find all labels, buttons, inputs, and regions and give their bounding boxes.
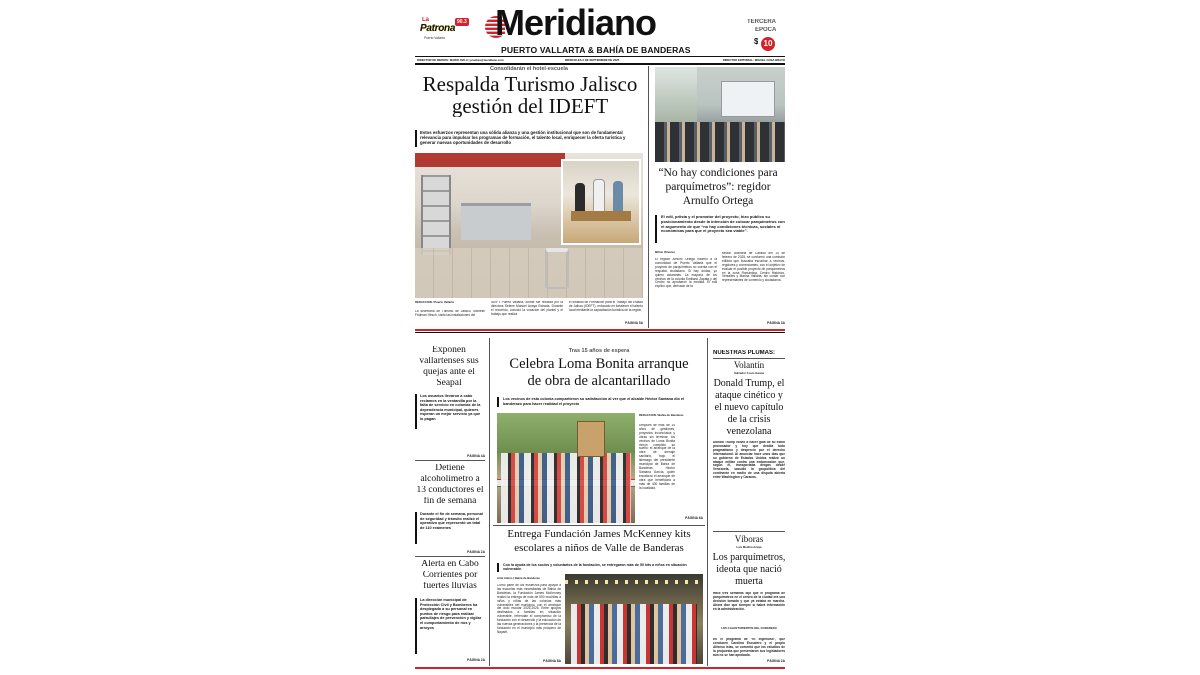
opinion-col2-subhead: LOS CALENTURIENTOS DEL CONGRESO [721,627,777,630]
lead-inset-person-1 [575,183,585,213]
opinion-col2-body-2: En el programa de “El Ingenioso”, que conducen Carolina Escudero y el propio Alfonso Islas, se comentó que los estudios de la propuesta que presentaron sus legisladores aún no se han aprobado. [713,638,785,657]
cabo-headline-1: Alerta en Cabo [421,560,479,569]
cabo-lede: La dirección municipal de Protección Civil y Bomberos ha desplegado a su personal en puntos de riesgo para realizar patrullajes de prevención y vigilar el comportamiento de ríos y arroyos [420,598,482,630]
lead-col-2: IDEFT Puerto Vallarta, donde fue recibida por la directora Selene Manuel Anaya Estrada. Durante el recorrido, conoció la vocación del plantel y el trabajo que realiza [491,301,563,316]
mckenney-lede-bar [497,563,499,572]
masthead-subtitle: PUERTO VALLARTA & BAHÍA DE BANDERAS [501,45,691,55]
vertical-rule-left [489,338,490,666]
lead-photo-shelves [421,175,451,255]
left-brief-rule-2 [415,556,485,557]
loma-photo [497,413,635,523]
mckenney-headline-2: escolares a niños de Valle de Banderas [514,543,684,554]
masthead-rule-bottom [415,63,785,65]
opinion-rule-1 [713,358,785,359]
loma-headline-1: Celebra Loma Bonita arranque [509,357,689,372]
opinion-section-title: NUESTRAS PLUMAS: [713,350,776,356]
parking-headline-3: Arnulfo Ortega [682,196,754,207]
parking-col-1: El regidor Arnulfo Ortega informó a la comunidad de Puerto Vallarta que el proyecto de parquímetros no cuenta con el respaldo ciudadano. Si hay dudas, yo quiero aclararlas. La mayoría de los vecinos de la colonia Emiliano Zapata y del Centro no aprobaron la medida. El edil explicó que, derivado de la [655,258,717,289]
alcohol-headline-3: 13 conductores el [416,486,484,495]
lead-inset-person-2 [593,179,605,213]
opinion-rule-2 [713,531,785,532]
lead-photo-wall-stripe [415,153,565,167]
lead-headline-1: Respalda Turismo Jalisco [422,74,638,96]
lead-inset-person-3 [613,181,623,211]
lead-lede-bar [415,130,417,147]
info-right: DIRECTOR EDITORIAL: MIGUEL COSA BRAVO [722,58,785,62]
loma-page-ref: PÁGINA 6A [685,516,703,520]
alcohol-headline-4: fin de semana [423,497,477,506]
seapal-headline-2: vallartenses sus [419,357,479,366]
edition-line-1: TERCERA [747,19,777,25]
lead-photo-counter [461,203,531,240]
opinion-col2-headline-1: Los parquímetros, [712,553,785,563]
meeting-photo-window [655,67,697,122]
opinion-col1-headline-1: Donald Trump, el [713,379,785,389]
loma-photo-sign [577,421,605,457]
footer-rule [415,667,785,669]
radio-logo-frequency: 90.3 [457,19,467,25]
loma-byline: REDACCIÓN / Bahía de Banderas [639,414,684,417]
loma-lede-bar [497,397,499,407]
masthead-rule-top [415,56,785,57]
lead-page-ref: PÁGINA 5A [625,321,643,325]
parking-page-ref: PÁGINA 3A [767,321,785,325]
loma-lede: Los vecinos de esta colonia compartieron su satisfacción al ver que el alcalde Héctor Santana dio el banderazo para hacer realidad el proyecto [503,397,685,406]
left-brief-rule-1 [415,460,485,461]
opinion-col1-headline-2: ataque cinético y [715,391,783,401]
parking-headline-1: “No hay condiciones para [658,168,778,179]
opinion-col2-body: Hace tres semanas dijo que el programa de parquímetros en el centro de la ciudad era una decisión tomada y que ya estaba en marcha. Ahora dice que siempre sí habrá información en la administración. [713,592,785,611]
radio-logo-name: Patrona [420,23,456,34]
mckenney-headline-1: Entrega Fundación James McKenney kits [507,529,691,540]
section-divider-black [415,332,785,333]
info-left: DIRECTOR DE MEDIOS: MARIO AVILA | pruebas@meridiano.com [417,58,504,62]
masthead-title: Meridiano [495,8,657,43]
lead-photo-stool [545,248,569,289]
seapal-lede: Los usuarios llevaron a cabo reclamos en la ventanilla por la falta de servicio en colonias de la dependencia municipal, quienes esperan un mejor servicio ya que lo pagan [420,394,481,421]
alcohol-lede: Durante el fin de semana, personal de seguridad y tránsito realizó el operativo que representó un total de 110 exámenes [420,512,483,530]
alcohol-lede-bar [415,512,417,544]
opinion-col2-headline-2: ideota que nació [716,565,782,575]
mckenney-photo-group [571,604,697,664]
alcohol-headline-2: alcoholímetro a [420,475,480,484]
parking-byline: Milton Olivares [655,251,676,254]
lead-photo-floor-tiles [415,248,643,298]
meeting-photo [655,67,785,162]
lead-photo [415,153,643,298]
price-symbol: $ [754,37,759,46]
cabo-headline-3: fuertes lluvias [423,582,477,591]
cabo-page-ref: PÁGINA 2A [467,658,485,662]
parking-lede-bar [655,215,657,243]
opinion-col1-body: Donald Trump volvió a hacer gala de su estilo provocador y hoy que destila todo pragmatismo y desprecio por el derecho internacional. Al anunciar hace unos días que su gobierno de Estados Unidos realizó un ataque militar contra una embarcación que, según él, transportaba drogas desde Venezuela, sacudió la geopolítica del continente en medio de una disputa abierta entre Washington y Caracas. [713,441,785,480]
radio-logo [420,17,470,43]
opinion-col1-author: Salvador Cosío Gaona [734,372,764,375]
loma-kicker: Tras 15 años de espera [568,348,630,354]
parking-headline-2: parquímetros”: regidor [665,182,771,193]
radio-logo-la: La [422,17,430,23]
lead-col-1: La secretaria de Turismo de Jalisco, Michelle Fridman Hirsch, visitó las instalaciones del [415,310,485,317]
mckenney-lede: Con la ayuda de los socios y voluntarios de la fundación, se entregaron más de 50 kits a niños en situación vulnerable. [503,563,687,572]
lead-lede: Estos esfuerzos representan una sólida alianza y una gestión institucional que son de fundamental relevancia para impulsar los programas de formación, el talento local, enriquecer la oferta turística y generar nuevas oportunidades de desarrollo [420,130,626,145]
cabo-lede-bar [415,598,417,654]
opinion-col2-headline-3: muerta [735,577,763,587]
opinion-col1-headline-4: de la crisis [727,415,771,425]
opinion-page-ref: PÁGINA 2A [767,659,785,663]
mckenney-photo-lights [565,580,703,584]
meeting-photo-audience [655,122,785,162]
lead-col-3: el Instituto de Formación para el Trabajo del Estado de Jalisco (IDEFT), enfocado en fortalecer el talento local mediante la capacitación turística de la región. [569,301,643,312]
opinion-col1-headline-5: venezolana [726,427,772,437]
seapal-headline-1: Exponen [432,346,466,355]
edition-line-2: ÉPOCA [755,27,777,33]
loma-photo-people [501,453,631,523]
lead-inset-table [571,211,631,221]
seapal-headline-3: quejas ante el [423,368,475,377]
mckenney-page-ref: PÁGINA 8A [543,659,561,663]
seapal-headline-4: Seapal [436,379,462,388]
seapal-page-ref: PÁGINA 4A [467,454,485,458]
loma-body: Después de más de 15 años de gestiones, proyectos inconclusos y obras sin terminar, los vecinos de Loma Bonita vieron cumplido su sueño: el arranque de la obra de drenaje sanitario, bajo el liderazgo del presidente municipal de Bahía de Banderas, Héctor Santana García, quien encabezó el arranque de obra que beneficiará a más de 400 familias de la localidad. [639,424,675,490]
meeting-photo-screen [721,81,775,117]
vertical-rule-top [648,66,649,328]
lead-inset-photo [561,159,641,245]
mckenney-byline: Arial Alamo | Bahía de Banderas [497,577,540,580]
lead-kicker: Consolidarán el hotel-escuela [490,66,568,72]
lead-headline-2: gestión del IDEFT [451,96,609,118]
section-divider-red [415,329,785,331]
newspaper-front-page [415,8,785,670]
mckenney-body: Como parte de los esfuerzos para apoyar a las escuelas más necesitadas de Bahía de Banderas, la Fundación James McKenney realizó la entrega de más de 500 mochilas a niños y niñas de las colonias más vulnerables del municipio, con el arranque del ciclo escolar 2025-2026. Entre apoyos destinados a familias en situación vulnerable, refrendan el compromiso de la fundación con el desarrollo y la educación de las nuevas generaciones y la presencia de la fundación en el municipio más próspero de Nayarit. [497,584,561,634]
seapal-lede-bar [415,394,417,429]
mckenney-photo [565,574,703,664]
price-badge [761,37,775,51]
alcohol-headline-1: Detiene [435,464,465,473]
opinion-col2-author: Luis Medina Anaya [736,546,762,549]
vertical-rule-right [707,338,708,666]
lead-byline: REDACCIÓN / Puerto Vallarta [415,301,454,304]
parking-lede: El edil, priista y el promotor del proyecto, hizo público su posicionamiento desde la intención de colocar parquímetros con el argumento de que “no hay condiciones técnicas, sociales ni económicas para que el proyecto sea viable”. [661,215,785,234]
info-date: MIÉRCOLES 3 DE SEPTIEMBRE DE 2025 [565,58,620,62]
opinion-col1-name: Volantín [733,361,765,370]
cabo-headline-2: Corrientes por [422,571,478,580]
radio-logo-city: Puerto Vallarta [424,36,445,40]
parking-col-2: sesión ordinaria de Cabildo del 14 de febrero de 2025, se conformó una comisión edilicia que buscaba escuchar a vecinos, regidores y comerciantes, con el objetivo de evaluar el posible proyecto de parquímetros en la zona Romántica, Centro Histórico, Versalles y Marina Vallarta, sin contar con representantes de comercio y ciudadanía. [722,252,785,283]
loma-headline-2: de obra de alcantarillado [527,374,671,389]
opinion-col2-name: Víboras [734,535,764,544]
opinion-col1-headline-3: el nuevo capítulo [714,403,784,413]
center-rule-1 [493,525,705,526]
price-value: 10 [763,39,773,48]
alcohol-page-ref: PÁGINA 2A [467,550,485,554]
